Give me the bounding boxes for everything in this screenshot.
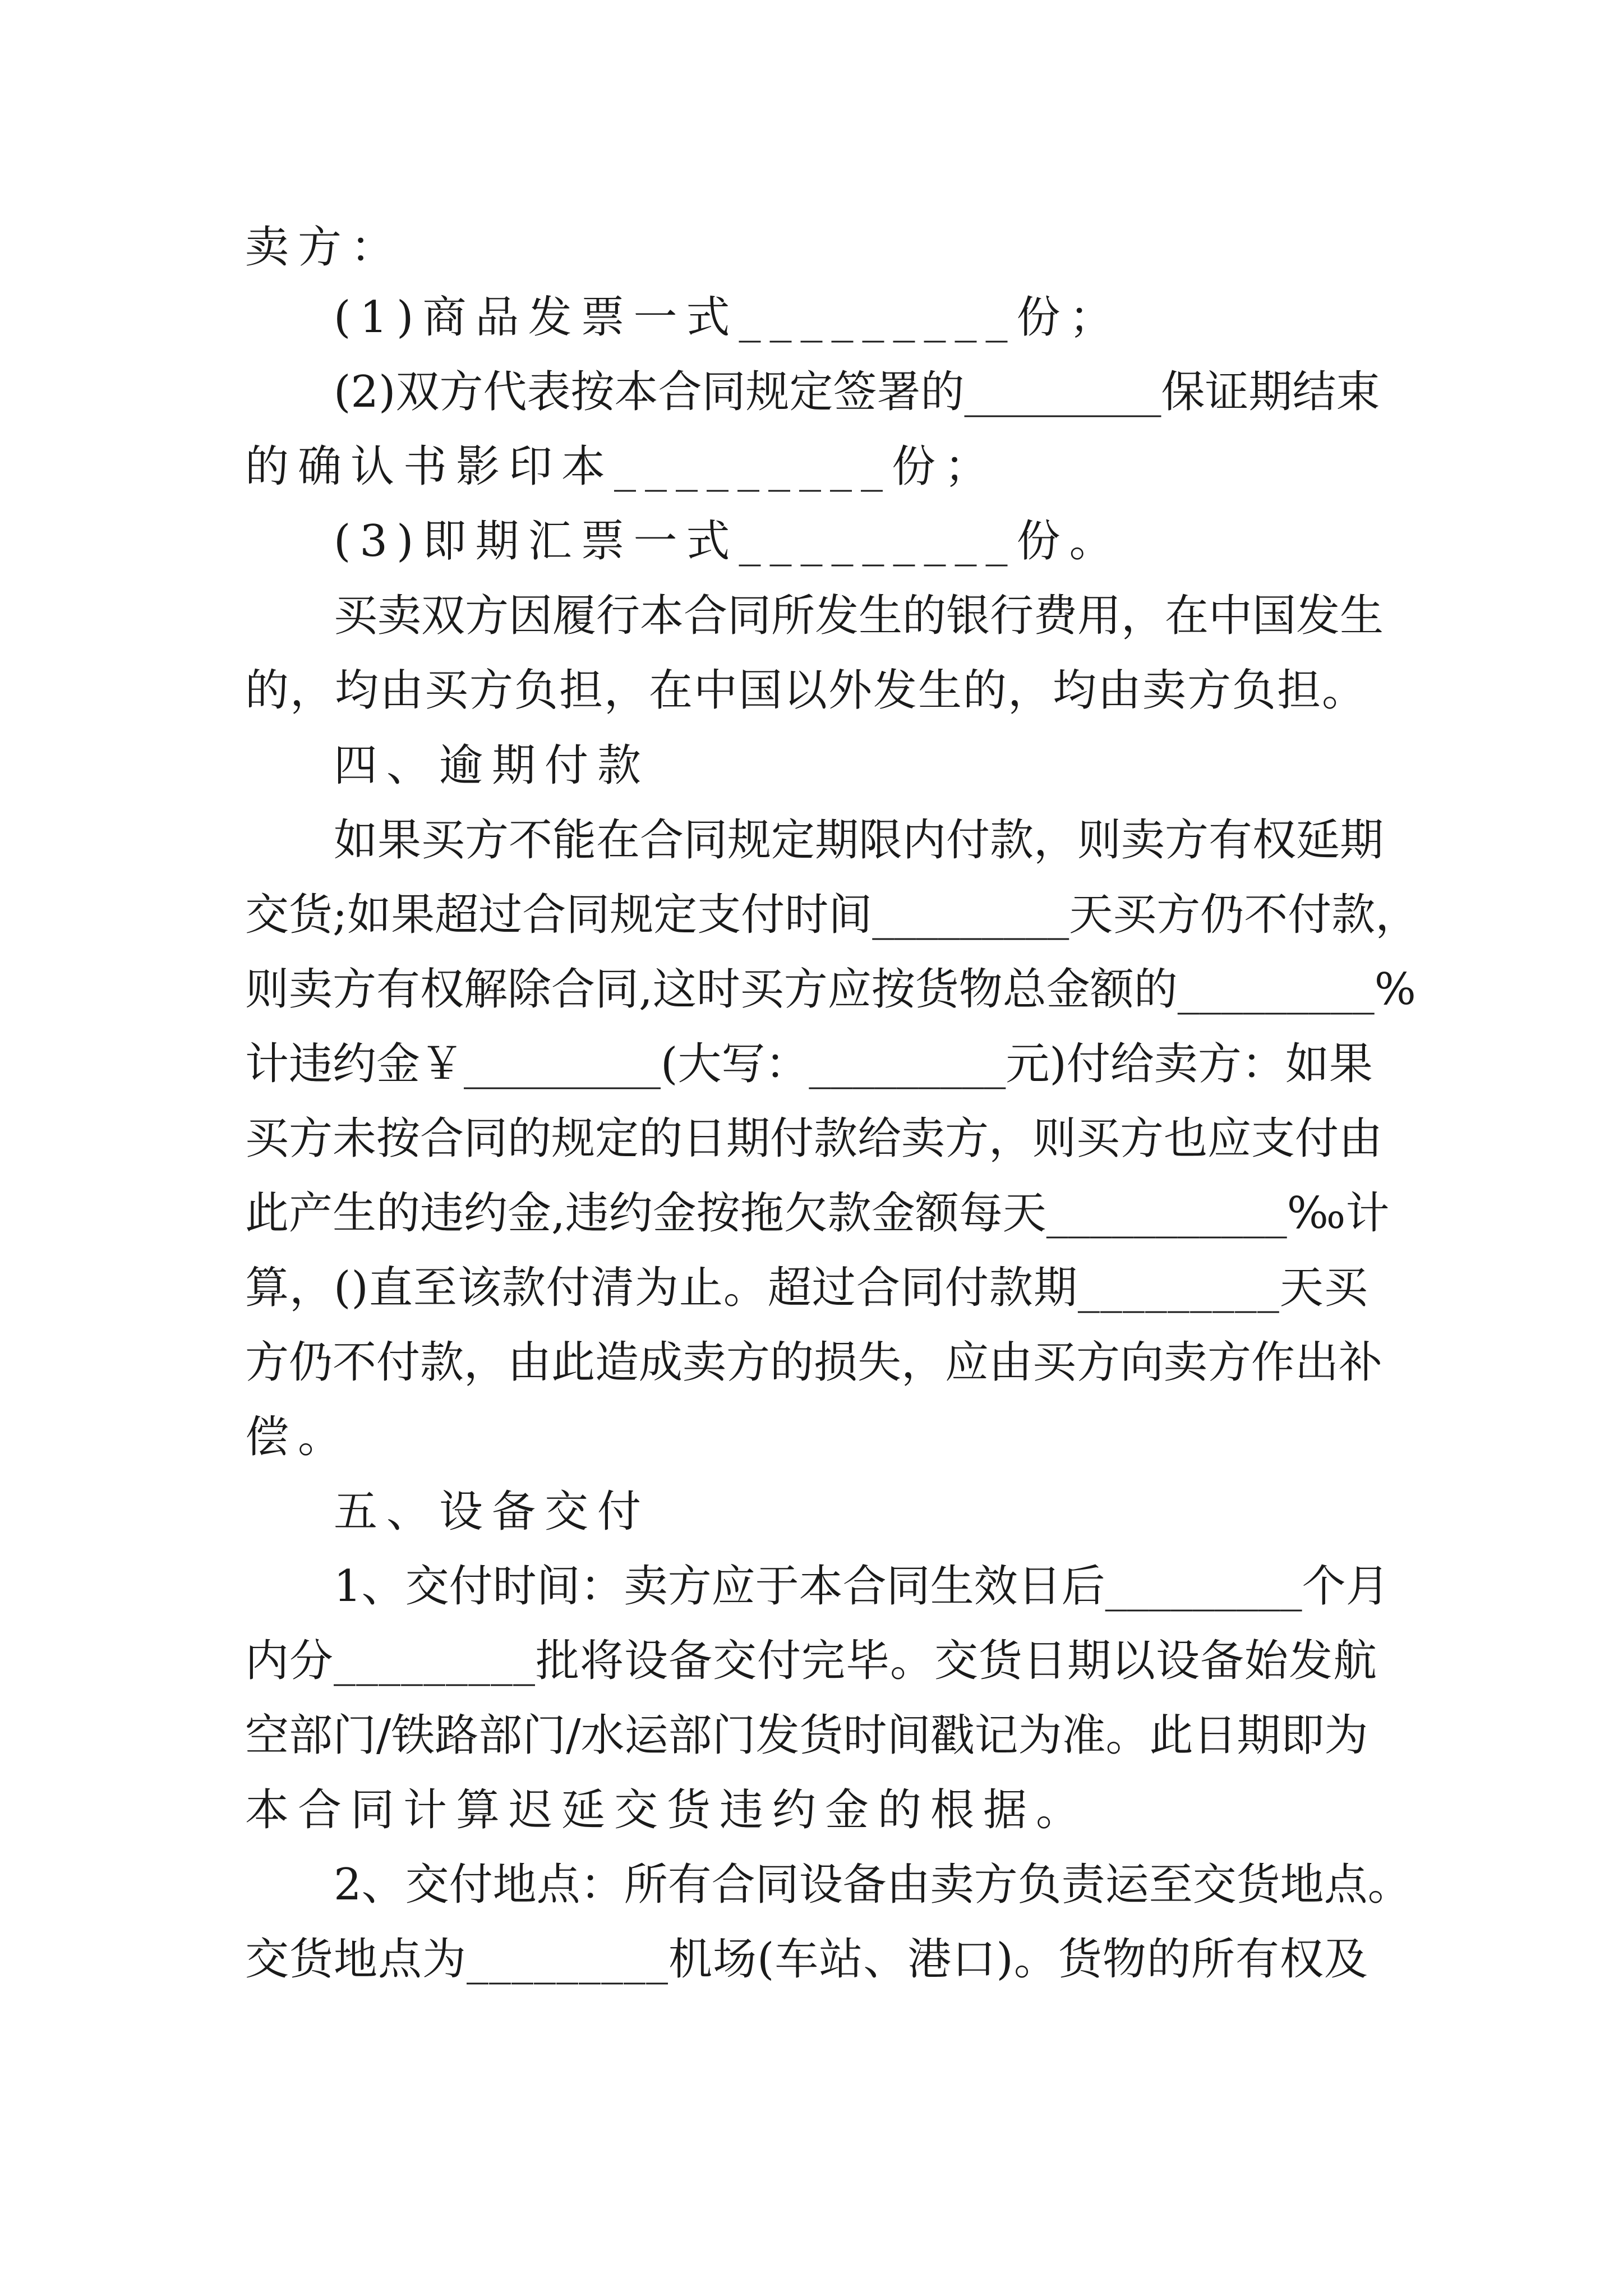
text-line: 如果买方不能在合同规定期限内付款，则卖方有权延期 bbox=[334, 815, 1384, 866]
text-line: 内分_________批将设备交付完毕。交货日期以设备始发航 bbox=[245, 1636, 1378, 1686]
text-line: 1、交付时间：卖方应于本合同生效日后_________个月 bbox=[334, 1561, 1390, 1612]
text-line: 卖方： bbox=[245, 222, 404, 273]
text-line: 2、交付地点：所有合同设备由卖方负责运至交货地点。 bbox=[334, 1860, 1412, 1910]
text-line: 计违约金￥_________(大写：_________元)付给卖方：如果 bbox=[245, 1039, 1373, 1089]
text-line: (1)商品发票一式_________份； bbox=[334, 292, 1122, 343]
text-line: 此产生的违约金,违约金按拖欠款金额每天___________‰计 bbox=[245, 1188, 1390, 1239]
text-line: 偿。 bbox=[245, 1412, 351, 1462]
text-line: (2)双方代表按本合同规定签署的_________保证期结束 bbox=[334, 367, 1380, 417]
text-line: 算，()直至该款付清为止。超过合同付款期_________天买 bbox=[245, 1263, 1368, 1313]
text-line: 买卖双方因履行本合同所发生的银行费用，在中国发生 bbox=[334, 591, 1384, 641]
text-line: 交货;如果超过合同规定支付时间_________天买方仍不付款， bbox=[245, 890, 1419, 940]
text-line: 空部门/铁路部门/水运部门发货时间戳记为准。此日期即为 bbox=[245, 1710, 1368, 1761]
text-line: 交货地点为_________机场(车站、港口)。货物的所有权及 bbox=[245, 1934, 1368, 1985]
text-line: 买方未按合同的规定的日期付款给卖方，则买方也应支付由 bbox=[245, 1114, 1383, 1164]
section-heading: 四、逾期付款 bbox=[334, 740, 651, 791]
text-line: 方仍不付款，由此造成卖方的损失，应由买方向卖方作出补 bbox=[245, 1337, 1383, 1388]
section-heading: 五、设备交付 bbox=[334, 1487, 651, 1537]
text-line: 则卖方有权解除合同,这时买方应按货物总金额的_________% bbox=[245, 964, 1416, 1015]
text-line: 的确认书影印本_________份； bbox=[245, 441, 998, 492]
text-line: 本合同计算迟延交货违约金的根据。 bbox=[245, 1785, 1089, 1835]
text-line: (3)即期汇票一式_________份。 bbox=[334, 516, 1122, 567]
text-line: 的，均由买方负担，在中国以外发生的，均由卖方负担。 bbox=[245, 665, 1367, 716]
